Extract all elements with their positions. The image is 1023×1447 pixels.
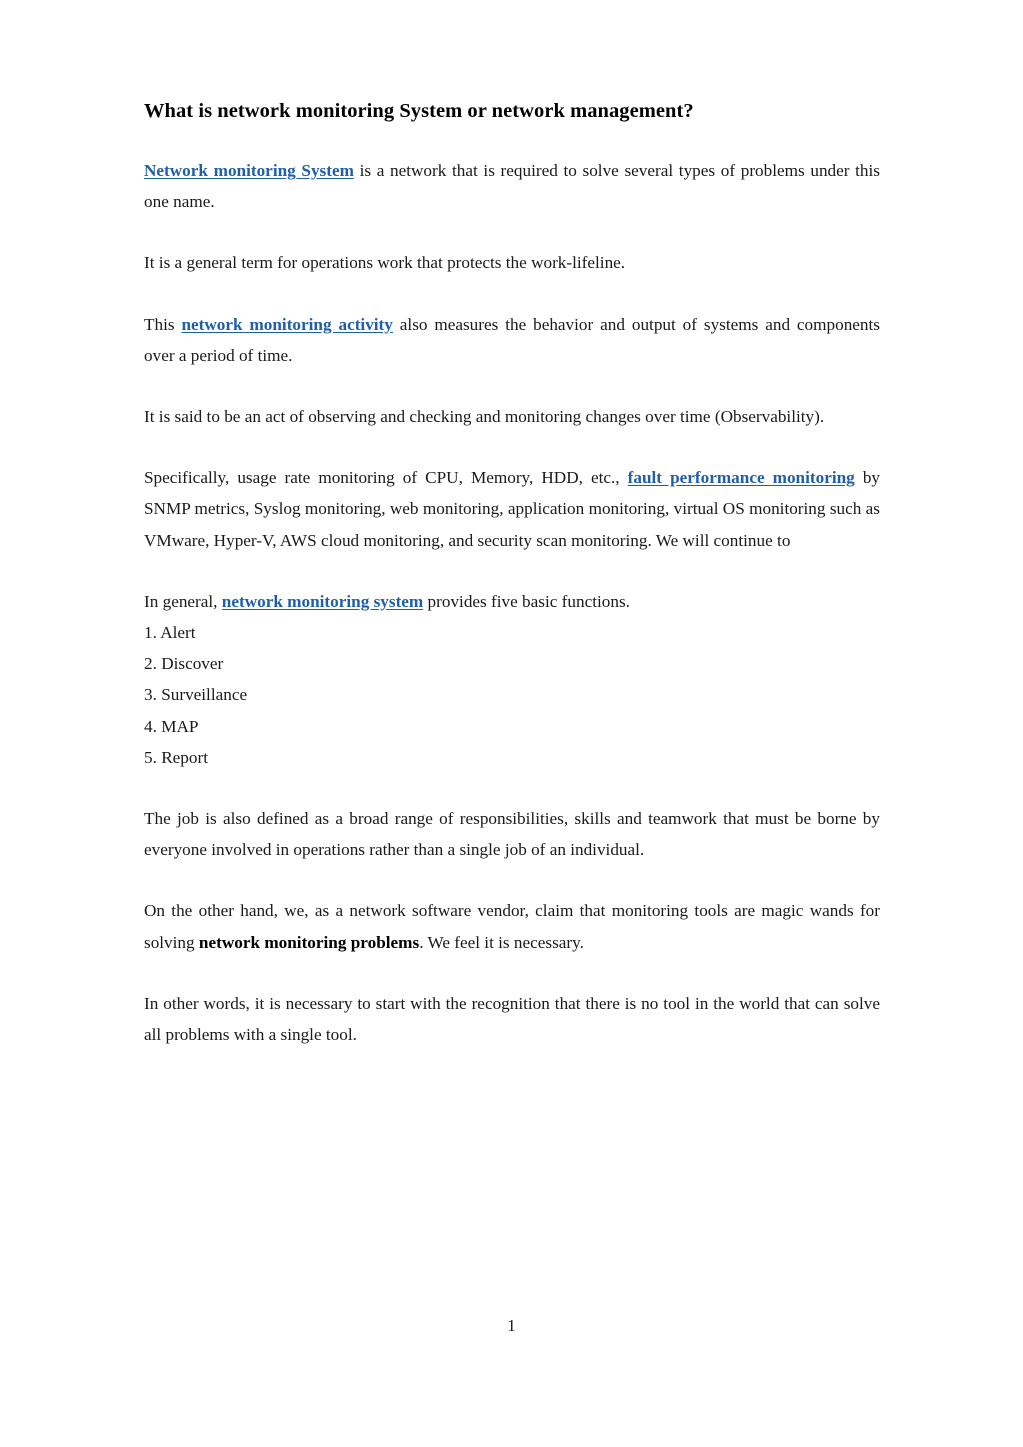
link-fault-performance-monitoring[interactable]: fault performance monitoring (627, 468, 855, 488)
paragraph-intro-text: is a network that is required to solve several types of problems under this one name. (144, 161, 880, 212)
paragraph-vendor-lead: On the other hand, we, as a network software vendor, claim that monitoring tools are magic wands for solving (144, 901, 880, 952)
list-item: 4. MAP (144, 716, 199, 736)
page-title: What is network monitoring System or network management? (144, 100, 694, 122)
paragraph-activity (144, 309, 880, 371)
link-network-monitoring-activity[interactable]: network monitoring activity (181, 314, 393, 334)
list-item: 5. Report (144, 747, 208, 767)
page-number-footer: 1 (507, 1316, 516, 1335)
paragraph-observability: It is said to be an act of observing and checking and monitoring changes over time (Observability). (144, 407, 825, 427)
paragraph-specifics (144, 462, 880, 556)
paragraph-specifics-text: by SNMP metrics, Syslog monitoring, web monitoring, application monitoring, virtual OS monitoring such as VMware, Hyper-V, AWS cloud monitoring, and security scan monitoring. We will continue to (144, 468, 881, 550)
link-network-monitoring-system[interactable]: Network monitoring System (144, 161, 354, 180)
paragraph-vendor-text: . We feel it is necessary. (419, 932, 584, 952)
bold-network-monitoring-problems: network monitoring problems (198, 932, 420, 952)
document-body (144, 97, 880, 1050)
paragraph-functions-lead: In general, (144, 591, 222, 611)
link-network-monitoring-system-functions[interactable]: network monitoring system (221, 591, 424, 611)
list-item: 3. Surveillance (144, 685, 248, 705)
paragraph-job-definition: The job is also defined as a broad range of responsibilities, skills and teamwork that must be borne by everyone involved in operations rather than a single job of an individual. (144, 809, 880, 860)
paragraph-conclusion: In other words, it is necessary to start with the recognition that there is no tool in the world that can solve all problems with a single tool. (144, 993, 880, 1045)
paragraph-activity-text: also measures the behavior and output of systems and components over a period of time. (144, 314, 880, 365)
paragraph-functions-text: provides five basic functions. (423, 591, 630, 611)
paragraph-intro (144, 155, 880, 217)
paragraph-vendor-claim (144, 895, 880, 957)
paragraph-specifics-lead: Specifically, usage rate monitoring of CPU, Memory, HDD, etc., (144, 468, 628, 488)
function-list (144, 617, 880, 773)
list-item: 2. Discover (144, 654, 224, 674)
paragraph-general-term: It is a general term for operations work that protects the work-lifeline. (144, 253, 626, 273)
paragraph-activity-lead: This (144, 314, 182, 334)
paragraph-functions-intro (144, 586, 880, 617)
list-item: 1. Alert (144, 623, 196, 643)
